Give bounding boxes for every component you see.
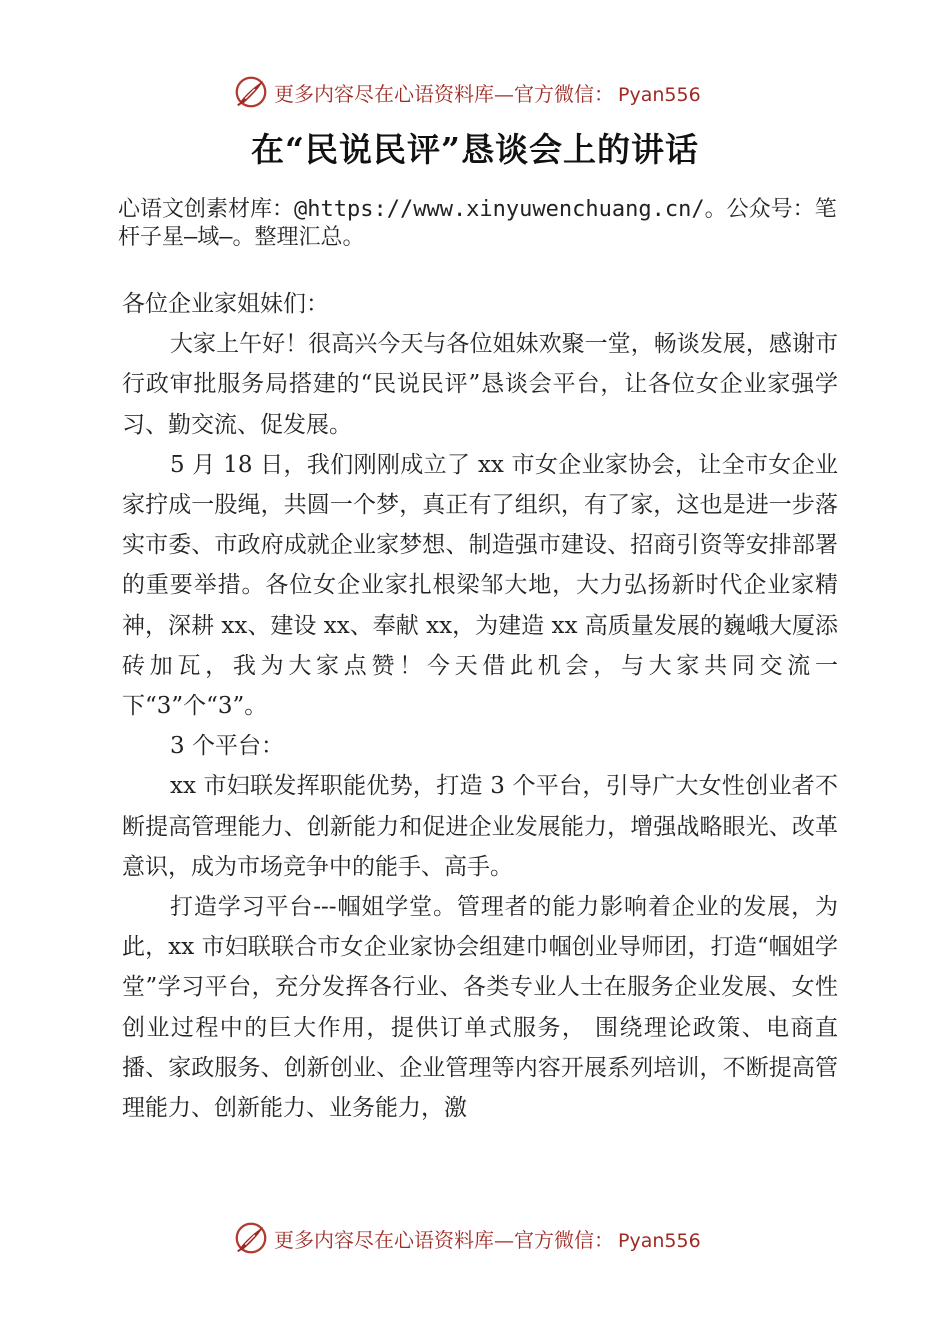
document-body: [122, 284, 838, 1128]
footer-watermark-banner: [0, 1218, 950, 1258]
paragraph: 大家上午好！很高兴今天与各位姐妹欢聚一堂，畅谈发展，感谢市行政审批服务局搭建的“民说民评”恳谈会平台，让各位女企业家强学习、勤交流、促发展。: [122, 331, 838, 438]
source-note: 心语文创素材库：@https://www.xinyuwenchuang.cn/。公众号：笔杆子星—域—。整理汇总。: [118, 197, 837, 250]
banner-label: 官方微信：: [514, 81, 614, 106]
header-watermark-banner: [0, 72, 950, 112]
banner-slogan: 更多内容尽在心语资料库: [274, 81, 494, 106]
section-heading: 3 个平台：: [170, 733, 284, 760]
pen-nib-logo-icon: [232, 73, 270, 111]
paragraph: 5 月 18 日，我们刚刚成立了 xx 市女企业家协会，让全市女企业家拧成一股绳，共圆一个梦，真正有了组织，有了家，这也是进一步落实市委、市政府成就企业家梦想、制造强市建设、招商引资等安排部署的重要举措。各位女企业家扎根梁邹大地，大力弘扬新时代企业家精神，深耕 xx、建设 xx、奉献 xx，为建造 xx 高质量发展的巍峨大厦添砖加瓦，我为大家点赞！今天借此机会，与大家共同交流一下“3”个“3”。: [122, 451, 838, 720]
banner-slogan: 更多内容尽在心语资料库: [274, 1227, 494, 1252]
paragraph: xx 市妇联发挥职能优势，打造 3 个平台，引导广大女性创业者不断提高管理能力、创新能力和促进企业发展能力，增强战略眼光、改革意识，成为市场竞争中的能手、高手。: [122, 773, 838, 880]
salutation: 各位企业家姐妹们：: [122, 291, 329, 317]
banner-wechat-id: Pyan556: [618, 83, 701, 106]
pen-nib-logo-icon: [232, 1219, 270, 1257]
banner-wechat-id: Pyan556: [618, 1229, 701, 1252]
document-title: 在“民说民评”恳谈会上的讲话: [251, 130, 699, 169]
banner-label: 官方微信：: [514, 1227, 614, 1252]
banner-content: [232, 1218, 701, 1258]
banner-dash: —: [494, 81, 514, 106]
paragraph: 打造学习平台---帼姐学堂。管理者的能力影响着企业的发展，为此，xx 市妇联联合市女企业家协会组建巾帼创业导师团，打造“帼姐学堂”学习平台，充分发挥各行业、各类专业人士在服务企业发展、女性创业过程中的巨大作用，提供订单式服务， 围绕理论政策、电商直播、家政服务、创新创业、企业管理等内容开展系列培训，不断提高管理能力、创新能力、业务能力，激: [122, 894, 838, 1122]
banner-text: [274, 78, 701, 107]
banner-dash: —: [494, 1227, 514, 1252]
banner-content: [232, 72, 701, 112]
banner-text: [274, 1224, 701, 1253]
